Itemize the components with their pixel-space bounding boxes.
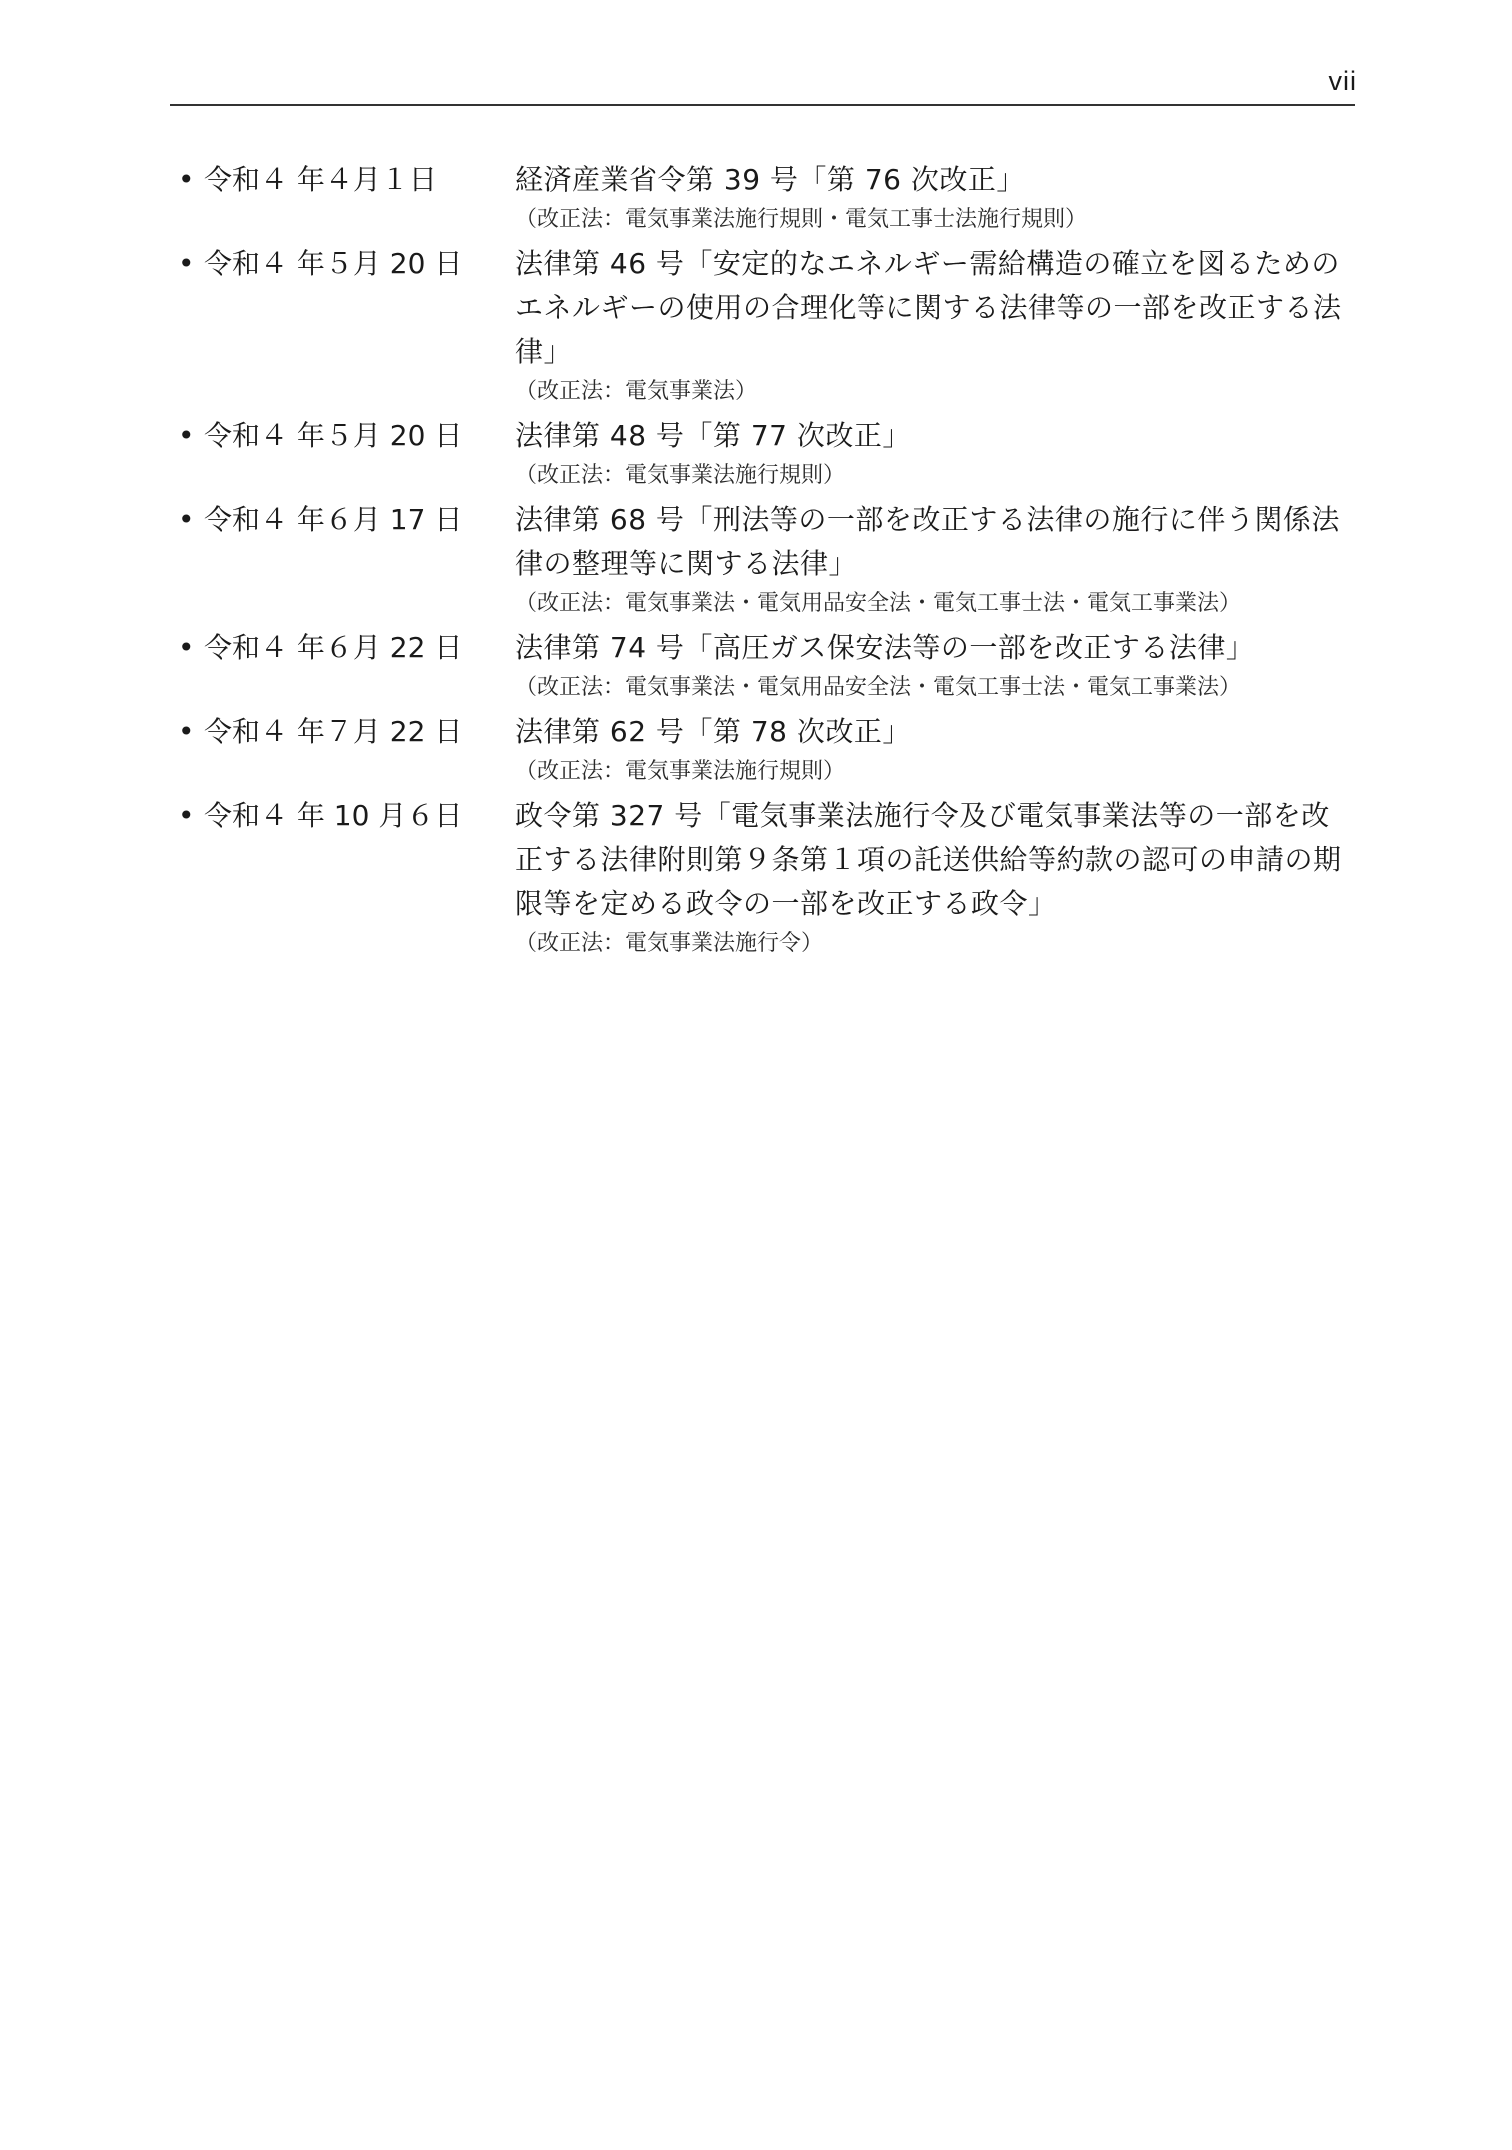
bullet-icon: • bbox=[178, 419, 195, 452]
entry-date: 令和４ 年６月 17 日 bbox=[204, 503, 463, 536]
entry-body bbox=[515, 794, 1355, 966]
entry-date-cell bbox=[170, 414, 515, 458]
entry-date: 令和４ 年７月 22 日 bbox=[204, 715, 463, 748]
page-number: vii bbox=[1328, 66, 1357, 96]
entry-note: （改正法：電気事業法・電気用品安全法・電気工事士法・電気工事業法） bbox=[515, 675, 1242, 700]
entry-title: 政令第 327 号「電気事業法施行令及び電気事業法等の一部を改正する法律附則第９条第１項の託送供給等約款の認可の申請の期限等を定める政令の一部を改正する政令」 bbox=[515, 799, 1342, 920]
entry-date: 令和４ 年５月 20 日 bbox=[204, 247, 463, 280]
entry-note: （改正法：電気事業法施行規則） bbox=[515, 759, 846, 784]
entry-body bbox=[515, 710, 1355, 794]
entry-title: 法律第 48 号「第 77 次改正」 bbox=[515, 419, 911, 452]
entry-date-cell bbox=[170, 158, 515, 202]
entry-note: （改正法：電気事業法） bbox=[515, 379, 758, 404]
entry-body bbox=[515, 626, 1355, 710]
entry-note: （改正法：電気事業法施行規則） bbox=[515, 463, 846, 488]
entry-note: （改正法：電気事業法施行令） bbox=[515, 931, 824, 956]
bullet-icon: • bbox=[178, 163, 195, 196]
entry-body bbox=[515, 158, 1355, 242]
list-item bbox=[170, 710, 1355, 794]
entry-note: （改正法：電気事業法施行規則・電気工事士法施行規則） bbox=[515, 207, 1088, 232]
bullet-icon: • bbox=[178, 631, 195, 664]
entry-date-cell bbox=[170, 626, 515, 670]
bullet-icon: • bbox=[178, 799, 195, 832]
entry-date: 令和４ 年６月 22 日 bbox=[204, 631, 463, 664]
amendment-list bbox=[170, 158, 1355, 966]
entry-date: 令和４ 年 10 月６日 bbox=[204, 799, 463, 832]
entry-title: 法律第 68 号「刑法等の一部を改正する法律の施行に伴う関係法律の整理等に関する法律」 bbox=[515, 503, 1340, 580]
list-item bbox=[170, 626, 1355, 710]
list-item bbox=[170, 158, 1355, 242]
entry-date-cell bbox=[170, 498, 515, 542]
entry-date-cell bbox=[170, 710, 515, 754]
bullet-icon: • bbox=[178, 247, 195, 280]
list-item bbox=[170, 414, 1355, 498]
list-item bbox=[170, 242, 1355, 414]
entry-date-cell bbox=[170, 242, 515, 286]
entry-date-cell bbox=[170, 794, 515, 838]
entry-body bbox=[515, 242, 1355, 414]
entry-title: 法律第 46 号「安定的なエネルギー需給構造の確立を図るためのエネルギーの使用の合理化等に関する法律等の一部を改正する法律」 bbox=[515, 247, 1342, 368]
list-item bbox=[170, 498, 1355, 626]
header-rule bbox=[170, 104, 1355, 106]
bullet-icon: • bbox=[178, 715, 195, 748]
entry-title: 法律第 62 号「第 78 次改正」 bbox=[515, 715, 911, 748]
entry-date: 令和４ 年５月 20 日 bbox=[204, 419, 463, 452]
entry-date: 令和４ 年４月１日 bbox=[204, 163, 437, 196]
entry-title: 経済産業省令第 39 号「第 76 次改正」 bbox=[515, 163, 1025, 196]
entry-note: （改正法：電気事業法・電気用品安全法・電気工事士法・電気工事業法） bbox=[515, 591, 1242, 616]
entry-title: 法律第 74 号「高圧ガス保安法等の一部を改正する法律」 bbox=[515, 631, 1255, 664]
entry-body bbox=[515, 498, 1355, 626]
bullet-icon: • bbox=[178, 503, 195, 536]
list-item bbox=[170, 794, 1355, 966]
entry-body bbox=[515, 414, 1355, 498]
